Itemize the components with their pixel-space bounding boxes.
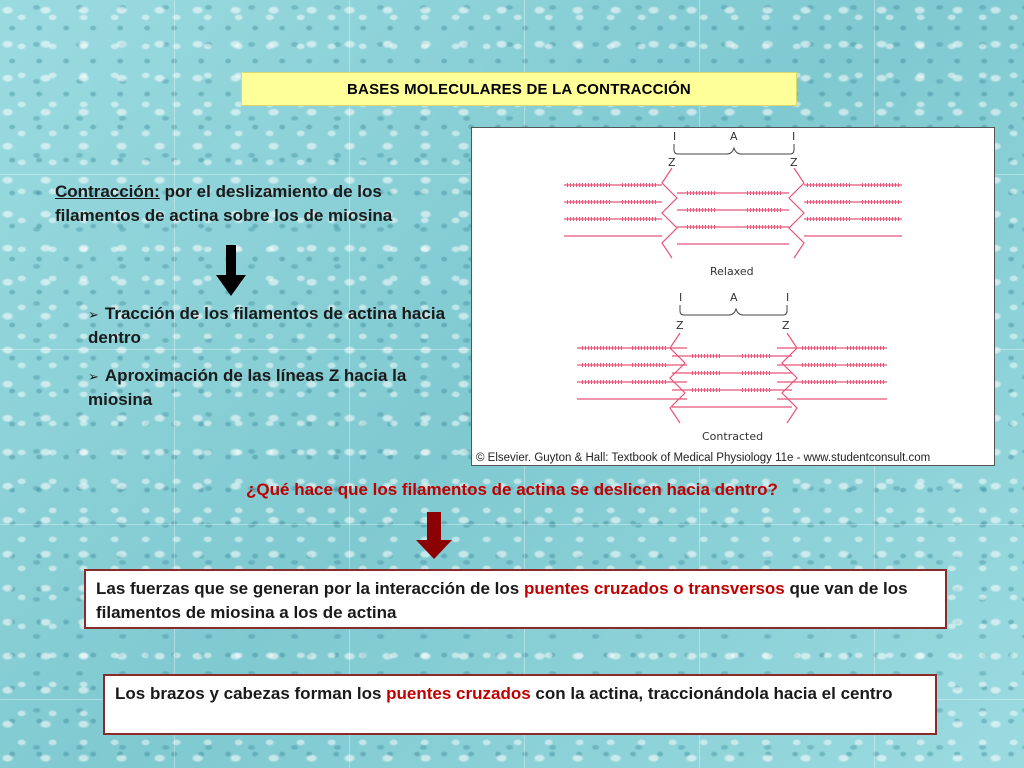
- arrow-bullet-icon: ➢: [88, 307, 99, 322]
- bullet-list: [88, 302, 458, 426]
- explanation-box: [103, 674, 937, 735]
- explanation-text-part1: Los brazos y cabezas forman los: [115, 684, 387, 703]
- explanation-highlight: puentes cruzados: [386, 684, 531, 703]
- sarcomere-figure: [471, 127, 995, 466]
- contracted-label: Contracted: [702, 430, 764, 443]
- intro-paragraph: [55, 180, 465, 228]
- contracted-z-right: Z: [782, 319, 790, 332]
- arrow-bullet-icon: ➢: [88, 369, 99, 384]
- intro-text: por el deslizamiento de los filamentos de actina sobre los de miosina: [55, 182, 393, 225]
- answer-highlight: puentes cruzados o transversos: [523, 579, 785, 598]
- relaxed-filaments: [564, 168, 902, 258]
- question-text: [0, 480, 1024, 500]
- down-arrow-icon: [214, 245, 248, 297]
- contracted-z-left: Z: [676, 319, 684, 332]
- answer-text-part2: que van de los filamentos de miosina a los de actina: [96, 579, 908, 622]
- relaxed-myosin-heads: [567, 185, 900, 227]
- relaxed-band-i-left: I: [673, 130, 677, 143]
- down-arrow-icon: [414, 512, 454, 560]
- bullet-item: [88, 364, 458, 411]
- bullet-text: Aproximación de las líneas Z hacia la miosina: [88, 366, 407, 409]
- relaxed-z-left: Z: [668, 156, 676, 169]
- contracted-filaments: [577, 333, 887, 423]
- slide-title-text: BASES MOLECULARES DE LA CONTRACCIÓN: [347, 80, 691, 98]
- background-grid-line: [0, 524, 1024, 525]
- contracted-band-a: A: [730, 291, 738, 304]
- sarcomere-diagram: [472, 128, 994, 465]
- relaxed-band-i-right: I: [792, 130, 796, 143]
- relaxed-z-right: Z: [790, 156, 798, 169]
- intro-term: Contracción:: [55, 182, 160, 201]
- question-label: ¿Qué hace que los filamentos de actina se deslicen hacia dentro?: [246, 480, 778, 499]
- relaxed-brace: [674, 144, 794, 154]
- relaxed-label: Relaxed: [710, 265, 754, 278]
- relaxed-band-a: A: [730, 130, 738, 143]
- contracted-brace: [680, 305, 787, 315]
- contracted-band-i-left: I: [679, 291, 683, 304]
- slide-title: [241, 72, 797, 106]
- contracted-myosin-heads: [582, 348, 884, 390]
- bullet-item: [88, 302, 458, 349]
- figure-credit: © Elsevier. Guyton & Hall: Textbook of Medical Physiology 11e - www.studentconsult.com: [476, 452, 931, 464]
- bullet-text: Tracción de los filamentos de actina hacia dentro: [88, 304, 446, 347]
- answer-box: [84, 569, 947, 629]
- explanation-text-part2: con la actina, traccionándola hacia el centro: [530, 684, 893, 703]
- answer-text-part1: Las fuerzas que se generan por la interacción de los: [96, 579, 524, 598]
- contracted-band-i-right: I: [786, 291, 790, 304]
